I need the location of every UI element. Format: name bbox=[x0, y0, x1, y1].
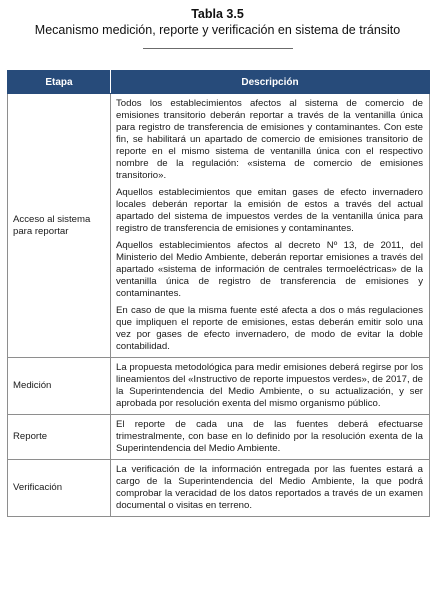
description-paragraph: En caso de que la misma fuente esté afecta a dos o más regulaciones que impliquen el reporte de emisiones, estas deberán emitir solo una vez por gases de efecto invernadero, de modo de evitar la doble contabilidad. bbox=[116, 305, 423, 352]
stage-cell: Verificación bbox=[8, 460, 111, 517]
table-header-row bbox=[8, 71, 430, 94]
mrv-table bbox=[7, 70, 430, 517]
caption-divider bbox=[143, 48, 293, 49]
header-descripcion: Descripción bbox=[111, 71, 430, 94]
stage-cell: Reporte bbox=[8, 415, 111, 460]
description-paragraph: Todos los establecimientos afectos al sistema de comercio de emisiones transitorio deberán reportar a través de la ventanilla única para registro de transferencia de emisiones y contaminantes. Con este fin, se habilitará un apartado de comercio de emisiones transitorio de reporte en el mismo sistema de ventanilla única con el respectivo nombre de la regulación: «sistema de comercio de emisiones transitorio». bbox=[116, 98, 423, 181]
table-caption bbox=[0, 0, 435, 49]
description-cell bbox=[111, 460, 430, 517]
table-title: Mecanismo medición, reporte y verificación en sistema de tránsito bbox=[34, 23, 401, 37]
description-paragraph: Aquellos establecimientos que emitan gases de efecto invernadero locales deberán reportar la emisión de estos a través del actual apartado del sistema de impuestos verdes de la ventanilla única para registro de transferencia de emisiones y contaminantes. bbox=[116, 187, 423, 234]
table-row bbox=[8, 358, 430, 415]
stage-cell: Acceso al sistema para reportar bbox=[8, 94, 111, 358]
stage-cell: Medición bbox=[8, 358, 111, 415]
description-paragraph: La propuesta metodológica para medir emisiones deberá regirse por los lineamientos del «Instructivo de reporte impuestos verdes», de 2017, de la Superintendencia del Medio Ambiente, o su actualización, y ser aprobada por resolución exenta del mismo organismo público. bbox=[116, 362, 423, 409]
table-number: Tabla 3.5 bbox=[191, 7, 244, 21]
table-row bbox=[8, 460, 430, 517]
description-paragraph: Aquellos establecimientos afectos al decreto Nº 13, de 2011, del Ministerio del Medio Ambiente, deberán reportar emisiones a través del apartado «sistema de información de centrales termoeléctricas» de la ventanilla única de registro de transferencia de emisiones y contaminantes. bbox=[116, 240, 423, 299]
header-etapa: Etapa bbox=[8, 71, 111, 94]
description-cell bbox=[111, 94, 430, 358]
description-paragraph: La verificación de la información entregada por las fuentes estará a cargo de la Superintendencia del Medio Ambiente, la que podrá comprobar la veracidad de los datos reportados a través de un examen documental o visitas en terreno. bbox=[116, 464, 423, 511]
description-cell bbox=[111, 358, 430, 415]
table-row bbox=[8, 415, 430, 460]
description-paragraph: El reporte de cada una de las fuentes deberá efectuarse trimestralmente, con base en lo definido por la resolución exenta de la Superintendencia del Medio Ambiente. bbox=[116, 419, 423, 454]
table-row bbox=[8, 94, 430, 358]
description-cell bbox=[111, 415, 430, 460]
